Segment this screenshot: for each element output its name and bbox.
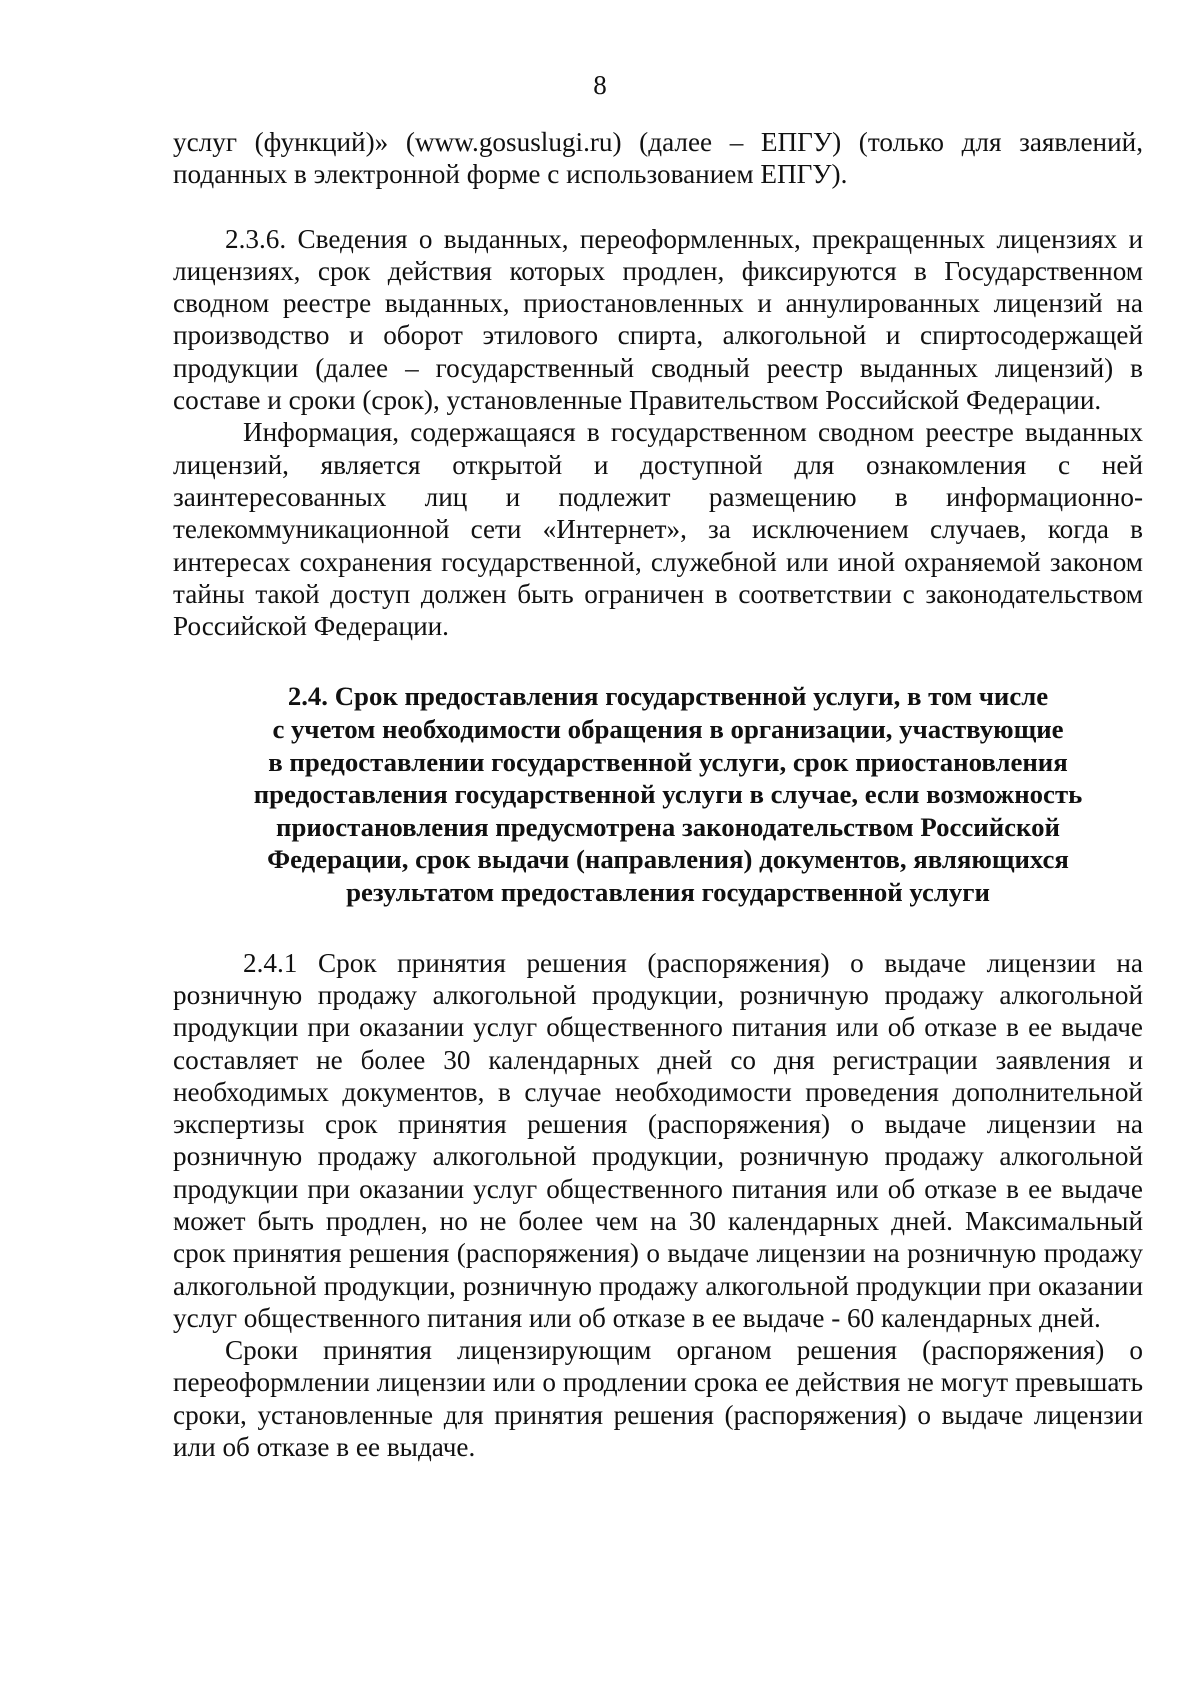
page-number: 8 bbox=[593, 70, 607, 100]
heading-line: предоставления государственной услуги в случае, если возможность bbox=[253, 779, 1083, 810]
paragraph-reissue-terms: Сроки принятия лицензирующим органом решения (распоряжения) о переоформлении лицензии или о продлении срока ее действия не могут превышать сроки, установленные для принятия решения (распоряжения) о выдаче лицензии или об отказе в ее выдаче. bbox=[173, 1335, 1143, 1463]
heading-line: Федерации, срок выдачи (направления) документов, являющихся bbox=[267, 844, 1069, 875]
heading-line: в предоставлении государственной услуги, срок приостановления bbox=[268, 746, 1068, 777]
heading-line: с учетом необходимости обращения в организации, участвующие bbox=[272, 714, 1064, 745]
paragraph-registry-information: Информация, содержащаяся в государственном сводном реестре выданных лицензий, является открытой и доступной для ознакомления с ней заинтересованных лиц и подлежит размещению в информационно-телекоммуникационной сети «Интернет», за исключением случаев, когда в интересах сохранения государственной, служебной или иной охраняемой законом тайны такой доступ должен быть ограничен в соответствии с законодательством Российской Федерации. bbox=[173, 417, 1143, 642]
section-heading-2-4 bbox=[173, 680, 1143, 908]
heading-line: 2.4. Срок предоставления государственной услуги, в том числе bbox=[287, 681, 1049, 712]
heading-line: приостановления предусмотрена законодательством Российской bbox=[276, 811, 1060, 842]
heading-line: результатом предоставления государственной услуги bbox=[346, 877, 990, 908]
document-body bbox=[173, 126, 1143, 1463]
paragraph-epgu-continuation: услуг (функций)» (www.gosuslugi.ru) (далее – ЕПГУ) (только для заявлений, поданных в электронной форме с использованием ЕПГУ). bbox=[173, 127, 1143, 190]
paragraph-2-3-6: 2.3.6. Сведения о выданных, переоформленных, прекращенных лицензиях и лицензиях, срок действия которых продлен, фиксируются в Государственном сводном реестре выданных, приостановленных и аннулированных лицензий на производство и оборот этилового спирта, алкогольной и спиртосодержащей продукции (далее – государственный сводный реестр выданных лицензий) в составе и сроки (срок), установленные Правительством Российской Федерации. bbox=[173, 223, 1143, 416]
paragraph-2-4-1: 2.4.1 Срок принятия решения (распоряжения) о выдаче лицензии на розничную продажу алкогольной продукции, розничную продажу алкогольной продукции при оказании услуг общественного питания или об отказе в ее выдаче составляет не более 30 календарных дней со дня регистрации заявления и необходимых документов, в случае необходимости проведения дополнительной экспертизы срок принятия решения (распоряжения) о выдаче лицензии на розничную продажу алкогольной продукции, розничную продажу алкогольной продукции при оказании услуг общественного питания или об отказе в ее выдаче может быть продлен, но не более чем на 30 календарных дней. Максимальный срок принятия решения (распоряжения) о выдаче лицензии на розничную продажу алкогольной продукции, розничную продажу алкогольной продукции при оказании услуг общественного питания или об отказе в ее выдаче - 60 календарных дней. bbox=[173, 947, 1143, 1333]
